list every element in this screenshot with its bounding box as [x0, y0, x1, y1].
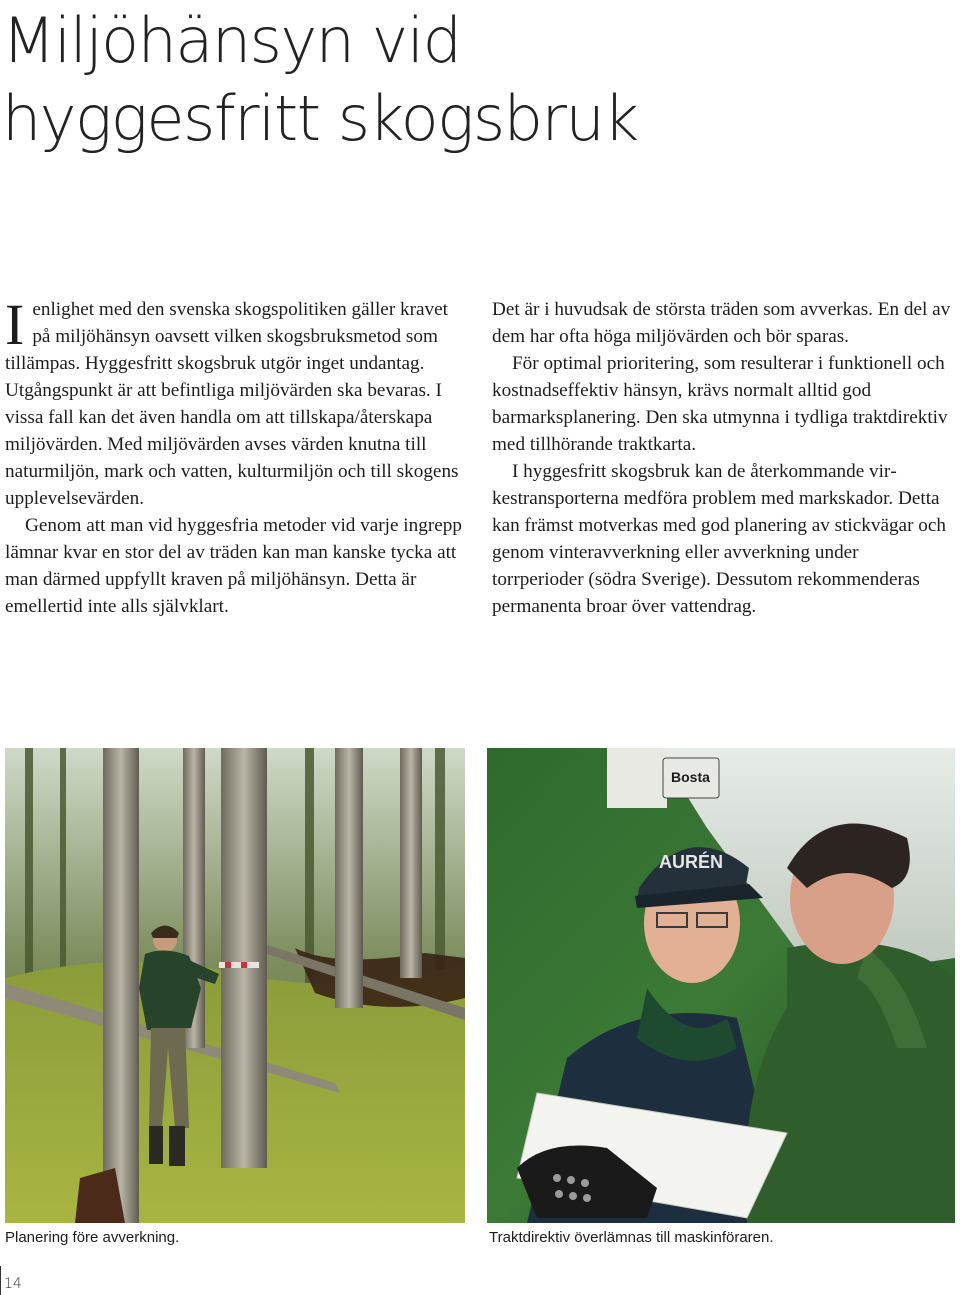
left-paragraph-1: [5, 292, 467, 512]
sign-text: Bosta: [671, 769, 710, 785]
title-line-1: Miljöhänsyn vid: [2, 4, 461, 77]
page-title: [2, 2, 902, 158]
left-paragraph-2: Genom att man vid hyggesfria metoder vid varje ingrepp lämnar kvar en stor del av träden kan man kanske tycka att man därmed uppfyllt kraven på miljöhänsyn. Detta är emellertid inte alls självklart.: [5, 515, 462, 617]
right-paragraph-2: För optimal prioritering, som resulterar i funktionell och kostnadseffektiv hänsyn, krävs normalt alltid god barmarksplanering. Den ska utmynna i tydliga traktdirektiv med tillhörande traktkarta.: [492, 353, 948, 455]
right-text-column: [492, 296, 954, 620]
right-photo-caption: Traktdirektiv överlämnas till maskinföraren.: [489, 1229, 774, 1246]
page-number: 14: [4, 1276, 22, 1292]
machine-operator-photo: [487, 748, 955, 1223]
left-paragraph-1-text: enlighet med den svenska skogspolitiken gäller kravet på miljöhänsyn oavsett vilken skogsbruksmetod som tillämpas. Hyggesfritt skogsbruk utgör inget undantag. Utgångspunkt är att befintliga miljövärden ska bevaras. I vissa fall kan det även handla om att tillskapa/återskapa miljövärden. Med miljövärden avses värden knutna till naturmiljön, mark och vatten, kulturmiljön och till skogens upplevelsevärden.: [5, 299, 459, 509]
left-text-column: [5, 292, 467, 620]
right-paragraph-3: I hyggesfritt skogsbruk kan de återkommande virkestransporterna medföra problem med markskador. Detta kan främst motverkas med god planering av stickvägar och genom vinteravverkning eller avverkning under torrperioder (södra Sverige). Dessutom rekommenderas permanenta broar över vattendrag.: [492, 461, 946, 617]
page-number-rule: [0, 1266, 1, 1295]
left-photo-caption: Planering före avverkning.: [5, 1229, 180, 1246]
right-paragraph-1: Det är i huvudsak de största träden som avverkas. En del av dem har ofta höga miljövärden och bör sparas.: [492, 299, 951, 347]
drop-cap: I: [5, 292, 25, 357]
cap-text: AURÉN: [659, 852, 724, 872]
forest-planning-photo: [5, 748, 465, 1223]
title-line-2: hyggesfritt skogsbruk: [2, 82, 638, 155]
